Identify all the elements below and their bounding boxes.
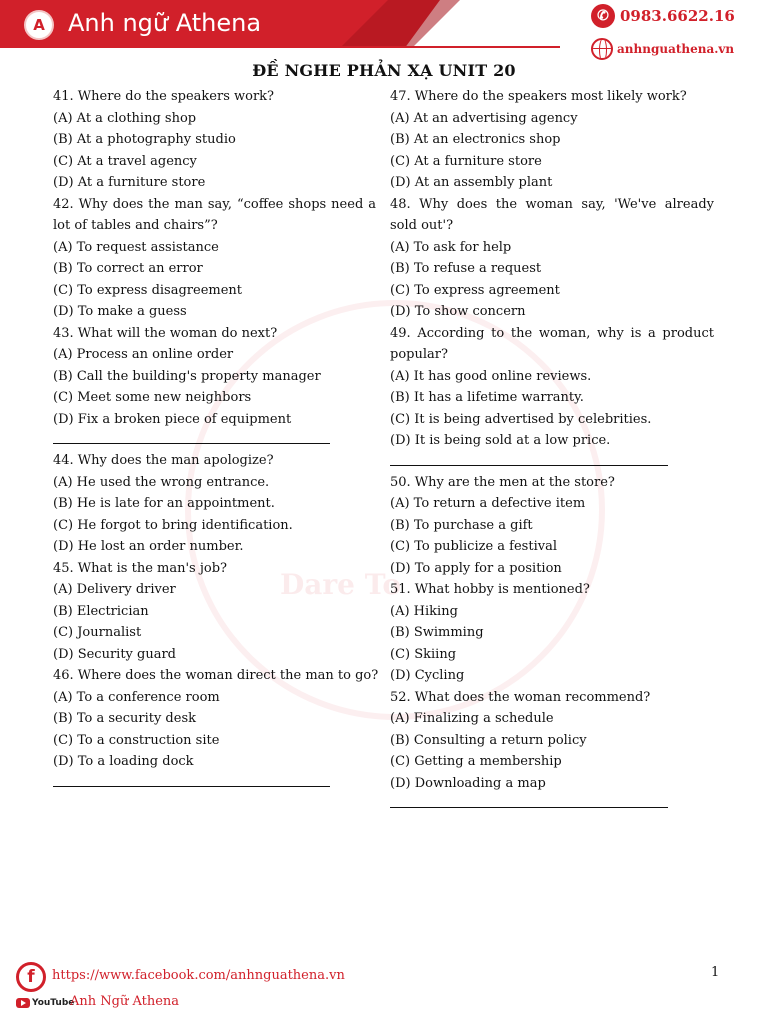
answer-option: (B) At a photography studio [53,132,236,147]
answer-option: (B) At an electronics shop [390,132,561,147]
section-divider [53,443,330,444]
footer-brand: Anh Ngữ Athena [70,994,180,1009]
answer-option: (D) To make a guess [53,304,187,319]
answer-option: (D) To apply for a position [390,560,562,576]
question-text: 49. According to the woman, why is a product popular? [390,325,714,362]
answer-option: (A) Delivery driver [53,582,176,597]
answer-option: (B) He is late for an appointment. [53,496,275,511]
question-text: 52. What does the woman recommend? [390,689,651,705]
answer-option: (D) Downloading a map [390,775,546,791]
answer-option: (C) To publicize a festival [390,539,557,554]
website-contact[interactable] [591,38,734,60]
answer-option: (D) He lost an order number. [53,539,244,554]
page-number: 1 [711,965,720,980]
question-text: 41. Where do the speakers work? [53,89,275,104]
answer-option: (C) Journalist [53,625,142,640]
header-rule [0,46,560,48]
answer-option: (D) Fix a broken piece of equipment [53,411,292,427]
section-divider [390,465,668,466]
phone-icon: ✆ [591,4,615,28]
answer-option: (B) To refuse a request [390,261,542,276]
answer-option: (B) To correct an error [53,261,203,276]
answer-option: (D) Cycling [390,668,465,683]
question-text: 44. Why does the man apologize? [53,453,274,468]
page-title: ĐỀ NGHE PHẢN XẠ UNIT 20 [252,61,516,80]
logo-letter: A [33,16,45,34]
answer-option: (D) It is being sold at a low price. [390,433,611,448]
question-text: 42. Why does the man say, “coffee shops need a lot of tables and chairs”? [53,196,376,233]
answer-option: (B) Electrician [53,603,149,619]
answer-option: (C) Meet some new neighbors [53,390,252,405]
right-question-column [390,86,714,814]
answer-option: (A) Hiking [390,603,458,619]
answer-option: (C) To express disagreement [53,282,243,298]
answer-option: (B) It has a lifetime warranty. [390,390,584,405]
answer-option: (C) Skiing [390,646,457,662]
youtube-icon[interactable] [16,998,30,1008]
answer-option: (B) To purchase a gift [390,517,533,533]
question-text: 51. What hobby is mentioned? [390,582,590,597]
watermark-text: Dare To [280,568,402,601]
answer-option: (A) It has good online reviews. [390,368,592,384]
answer-option: (B) To a security desk [53,711,196,726]
answer-option: (A) Finalizing a schedule [390,711,554,726]
answer-option: (B) Call the building's property manager [53,368,321,384]
question-text: 48. Why does the woman say, 'We've already sold out'? [390,196,714,233]
answer-option: (C) To express agreement [390,282,560,298]
answer-option: (A) To a conference room [53,689,220,705]
answer-option: (A) Process an online order [53,347,234,362]
facebook-icon[interactable]: f [16,962,46,992]
question-text: 46. Where does the woman direct the man to go? [53,668,379,683]
question-text: 47. Where do the speakers most likely work? [390,89,687,104]
section-divider [390,807,668,808]
answer-option: (A) At an advertising agency [390,110,578,126]
answer-option: (D) At a furniture store [53,175,206,190]
answer-option: (C) At a furniture store [390,153,542,169]
answer-option: (A) To ask for help [390,239,512,255]
answer-option: (C) It is being advertised by celebrities. [390,411,652,427]
question-text: 43. What will the woman do next? [53,325,278,341]
answer-option: (A) He used the wrong entrance. [53,474,270,490]
globe-icon [591,38,613,60]
answer-option: (A) At a clothing shop [53,110,197,126]
youtube-label: YouTube [32,998,75,1008]
answer-option: (C) At a travel agency [53,153,197,169]
left-question-column [53,86,379,793]
question-text: 50. Why are the men at the store? [390,474,615,490]
answer-option: (A) To request assistance [53,239,219,255]
answer-option: (D) To a loading dock [53,754,194,769]
answer-option: (B) Consulting a return policy [390,732,587,748]
answer-option: (D) To show concern [390,304,526,319]
section-divider [53,786,330,787]
facebook-link[interactable]: https://www.facebook.com/anhnguathena.vn [52,968,345,983]
answer-option: (A) To return a defective item [390,496,586,511]
answer-option: (D) At an assembly plant [390,175,553,190]
answer-option: (C) He forgot to bring identification. [53,517,293,533]
phone-contact [591,4,735,28]
answer-option: (C) To a construction site [53,732,220,748]
athena-logo [24,10,54,40]
question-text: 45. What is the man's job? [53,560,228,576]
answer-option: (C) Getting a membership [390,754,562,769]
phone-number: 0983.6622.16 [620,7,735,25]
answer-option: (B) Swimming [390,625,484,640]
brand-title: Anh ngữ Athena [68,9,262,37]
answer-option: (D) Security guard [53,646,177,662]
website-link[interactable]: anhnguathena.vn [617,42,735,56]
